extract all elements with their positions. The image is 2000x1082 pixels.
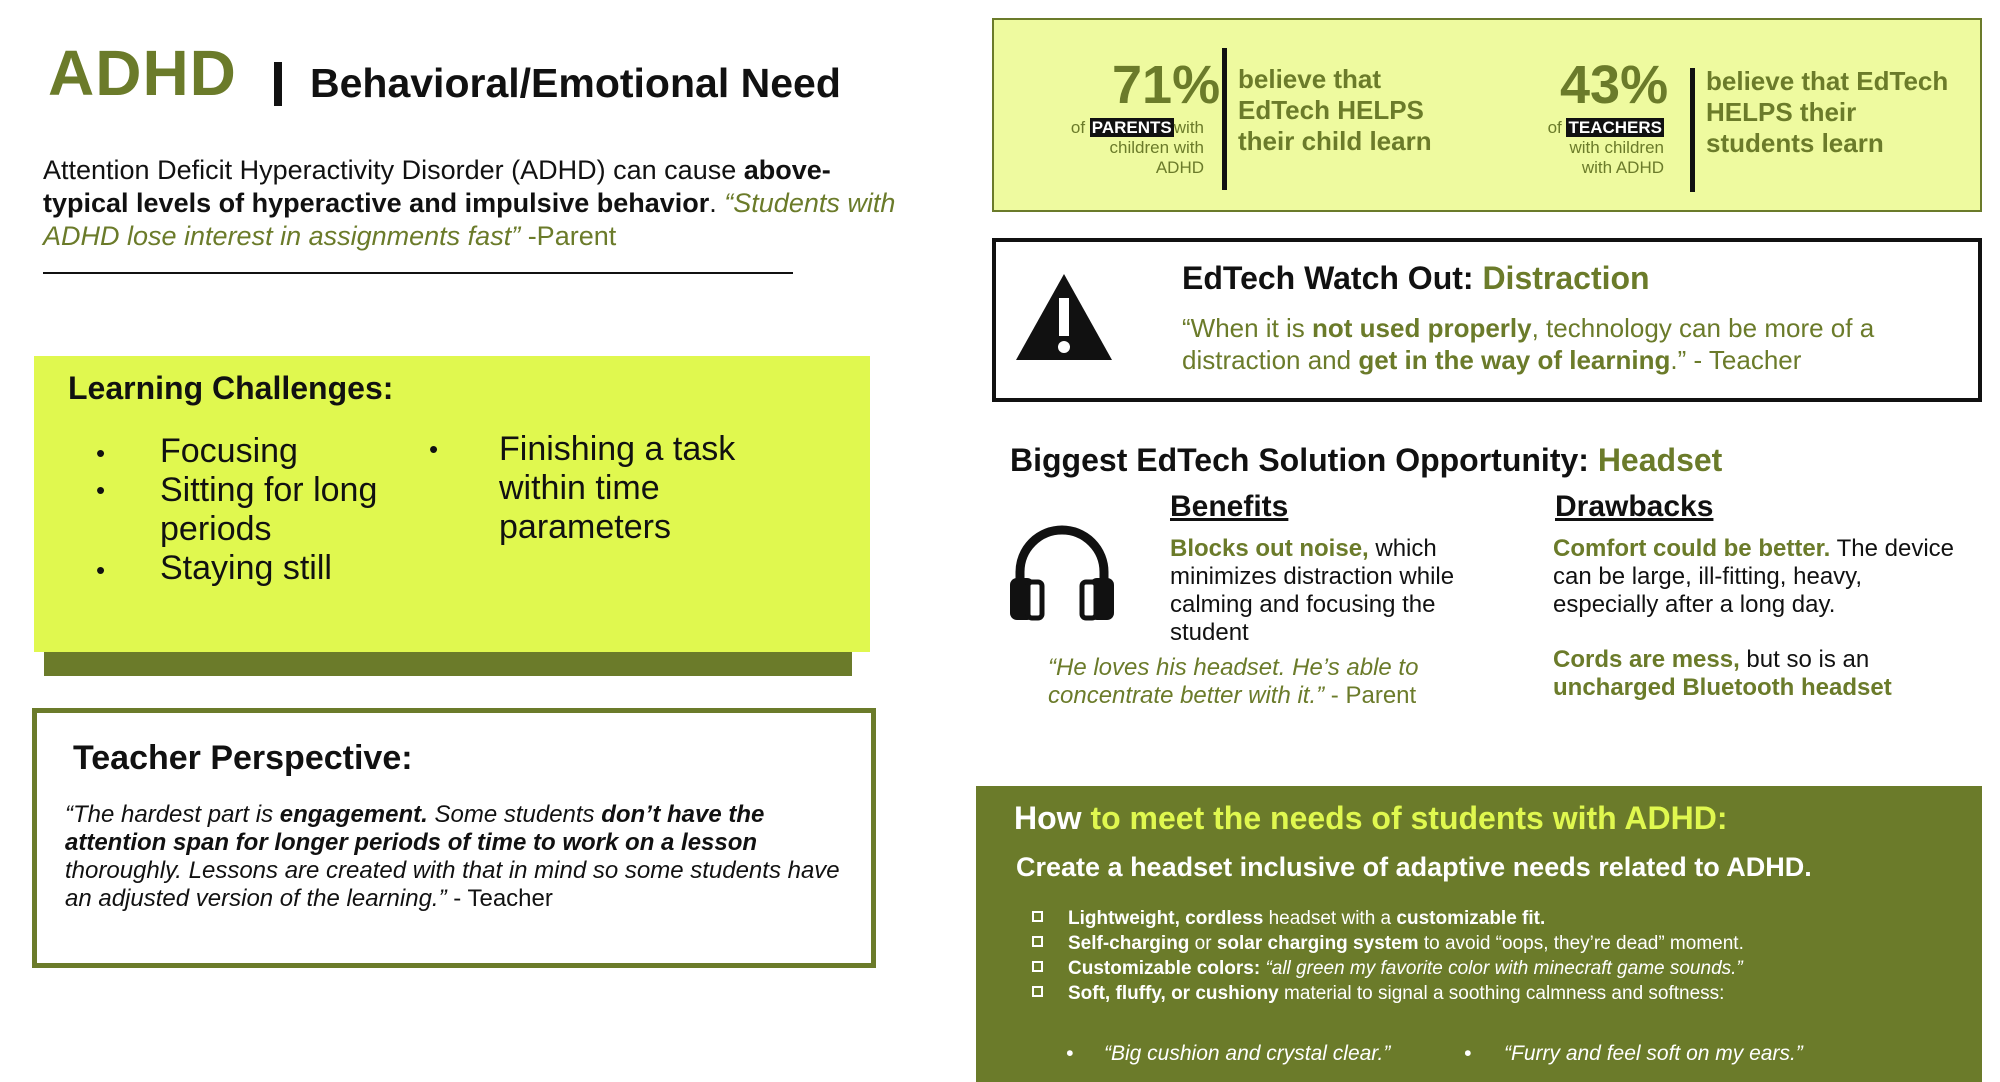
- page-subtitle: Behavioral/Emotional Need: [310, 60, 841, 106]
- student-quote: “Furry and feel soft on my ears.”: [1504, 1042, 1803, 1065]
- item-text: to avoid “oops, they’re dead” moment.: [1418, 933, 1744, 954]
- checkbox-icon: [1032, 911, 1043, 922]
- list-item: [429, 430, 736, 550]
- quote-text: Some students: [427, 801, 602, 828]
- item-emphasis: Lightweight, cordless: [1068, 908, 1264, 929]
- drawbacks-text-2: [1553, 646, 1973, 702]
- list-item-label: Sitting for long periods: [160, 471, 378, 548]
- item-text: “all green my favorite color with minecraft game sounds.”: [1265, 958, 1743, 979]
- list-item-label: Finishing a task within time parameters: [499, 430, 736, 546]
- how-subtitle: Create a headset inclusive of adaptive needs related to ADHD.: [1016, 852, 1812, 882]
- challenges-list-1: [64, 432, 404, 588]
- label-line: children with: [1109, 138, 1204, 157]
- checkbox-icon: [1032, 986, 1043, 997]
- list-item: [64, 549, 404, 588]
- stat-divider: [1222, 48, 1227, 190]
- intro-text: Attention Deficit Hyperactivity Disorder (ADHD) can cause: [43, 155, 744, 185]
- bullet-icon: •: [1066, 1042, 1074, 1065]
- title-text: Biggest EdTech Solution Opportunity:: [1010, 442, 1598, 478]
- divider: [43, 272, 793, 274]
- item-emphasis: solar charging system: [1216, 933, 1419, 954]
- teacher-title: Teacher Perspective:: [73, 739, 413, 777]
- item-text: headset with a: [1263, 908, 1397, 929]
- learning-challenges-panel: [34, 356, 870, 652]
- parents-highlight: PARENTS: [1091, 118, 1172, 137]
- quote-text: .”: [1670, 345, 1687, 375]
- watch-out-title: [1182, 260, 1650, 297]
- intro-paragraph: [43, 154, 913, 253]
- checkbox-icon: [1032, 961, 1043, 972]
- quote-attribution: - Parent: [1324, 682, 1417, 709]
- drawbacks-body: but so is an: [1739, 646, 1870, 673]
- title-accent: Headset: [1597, 442, 1723, 478]
- quote-text: , technology can be more of a distraction and: [1182, 313, 1875, 375]
- benefits-emphasis: Blocks out noise,: [1170, 535, 1369, 562]
- item-emphasis: Self-charging: [1068, 933, 1190, 954]
- watch-out-panel: [992, 238, 1982, 402]
- challenges-list-2: [429, 430, 736, 550]
- teachers-percent: 43%: [1560, 55, 1669, 115]
- list-item: [1032, 906, 1932, 931]
- title-accent: to meet the needs of students with ADHD:: [1090, 800, 1728, 836]
- quote-attribution: - Teacher: [446, 885, 553, 912]
- bullet-icon: •: [96, 555, 106, 585]
- teachers-label: [1514, 118, 1664, 178]
- intro-attribution: -Parent: [520, 221, 617, 251]
- challenges-title: Learning Challenges:: [68, 370, 394, 406]
- benefits-heading: Benefits: [1170, 490, 1289, 523]
- quote-text: “He loves his headset. He’s able to concentrate better with it.”: [1048, 654, 1419, 709]
- quote-attribution: - Teacher: [1686, 345, 1802, 375]
- list-item: [64, 432, 404, 471]
- with-text: with: [1173, 118, 1204, 137]
- drawbacks-text: [1553, 535, 1973, 619]
- quote-emphasis: engagement.: [279, 801, 428, 828]
- stats-panel: [992, 18, 1982, 212]
- opportunity-title: [1010, 442, 1722, 479]
- label-line: with ADHD: [1581, 158, 1664, 177]
- quote-text: thoroughly. Lessons are created with that in mind so some students have an adjusted version of the learning.”: [65, 857, 840, 912]
- quote-emphasis: not used properly: [1312, 313, 1532, 343]
- bullet-icon: •: [429, 434, 439, 464]
- bullet-icon: •: [96, 475, 106, 505]
- title-divider: [274, 62, 282, 106]
- list-item: [1032, 981, 1932, 1006]
- bullet-icon: •: [96, 438, 106, 468]
- item-emphasis: Soft, fluffy, or cushiony: [1068, 983, 1279, 1004]
- list-item: [1032, 956, 1932, 981]
- parents-percent: 71%: [1112, 55, 1221, 115]
- teacher-quote: [65, 801, 845, 913]
- label-line: ADHD: [1155, 158, 1204, 177]
- drawbacks-heading: Drawbacks: [1555, 490, 1714, 523]
- how-title: [1014, 800, 1728, 837]
- bullet-icon: •: [1464, 1042, 1472, 1065]
- quote-text: “The hardest part is: [65, 801, 280, 828]
- of-text: of: [1070, 118, 1086, 137]
- teachers-highlight: TEACHERS: [1568, 118, 1662, 137]
- intro-text-2: .: [709, 188, 725, 218]
- stat-divider: [1690, 68, 1695, 192]
- how-to-meet-needs-panel: [976, 786, 1982, 1082]
- intro-emphasis: above-typical levels of hyperactive and impulsive behavior: [43, 155, 831, 218]
- teachers-text: believe that EdTech HELPS their students learn: [1706, 66, 1949, 158]
- warning-triangle-icon: [1014, 272, 1114, 364]
- title-text: How: [1014, 800, 1091, 836]
- item-emphasis: Customizable colors:: [1068, 958, 1261, 979]
- headphones-icon: [1006, 520, 1118, 622]
- quote-emphasis: don’t have the attention span for longer periods of time to work on a lesson: [65, 801, 765, 856]
- item-text: material to signal a soothing calmness and softness:: [1278, 983, 1725, 1004]
- list-item: [1032, 931, 1932, 956]
- teacher-perspective-panel: [32, 708, 876, 968]
- page-title: ADHD: [48, 37, 237, 109]
- drawbacks-emphasis: uncharged Bluetooth headset: [1553, 674, 1892, 701]
- list-item-label: Focusing: [160, 432, 298, 470]
- quote-emphasis: get in the way of learning: [1358, 345, 1671, 375]
- title-text: EdTech Watch Out:: [1182, 260, 1483, 296]
- drawbacks-emphasis: Cords are mess,: [1553, 646, 1740, 673]
- benefits-quote: [1048, 654, 1508, 710]
- title-accent: Distraction: [1482, 260, 1650, 296]
- label-line: with children: [1569, 138, 1664, 157]
- item-text: or: [1189, 933, 1217, 954]
- watch-out-quote: [1182, 312, 1942, 376]
- parents-label: [1034, 118, 1204, 178]
- quote-text: “When it is: [1182, 313, 1313, 343]
- item-emphasis: customizable fit.: [1396, 908, 1546, 929]
- intro-quote: “Students with ADHD lose interest in assignments fast”: [43, 188, 896, 251]
- parents-text: believe that EdTech HELPS their child learn: [1238, 64, 1432, 156]
- list-item-label: Staying still: [160, 549, 332, 587]
- benefits-text: [1170, 535, 1505, 647]
- student-quote: “Big cushion and crystal clear.”: [1104, 1042, 1391, 1065]
- drawbacks-emphasis: Comfort could be better.: [1553, 535, 1831, 562]
- list-item: [64, 471, 404, 549]
- checkbox-icon: [1032, 936, 1043, 947]
- of-text: of: [1547, 118, 1562, 137]
- how-list: [1032, 906, 1932, 1006]
- benefits-body: which minimizes distraction while calming and focusing the student: [1170, 535, 1455, 646]
- drawbacks-body: The device can be large, ill-fitting, heavy, especially after a long day.: [1553, 535, 1954, 618]
